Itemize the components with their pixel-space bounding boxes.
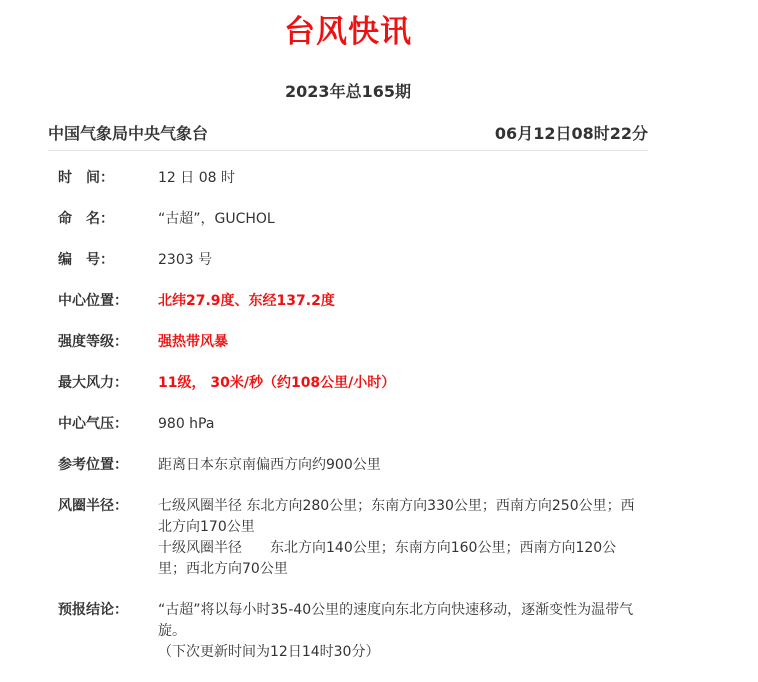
- value-time: 12 日 08 时: [158, 170, 235, 186]
- label-max-wind: 最大风力：: [58, 375, 128, 391]
- value-max-wind: 11级， 30米/秒（约108公里/小时）: [158, 375, 396, 391]
- wind-radius-10: 十级风圈半径 东北方向140公里；东南方向160公里；西南方向120公里；西北方向70公里: [158, 540, 617, 577]
- row-time: [58, 168, 658, 189]
- row-pressure: [58, 414, 658, 435]
- label-wind-radius: 风圈半径：: [58, 498, 128, 514]
- label-number: 编 号：: [58, 252, 114, 268]
- row-number: [58, 250, 658, 271]
- row-center-position: [58, 291, 658, 312]
- issue-time: 06月12日08时22分: [494, 124, 648, 143]
- value-pressure: 980 hPa: [158, 416, 215, 432]
- row-forecast: [58, 600, 658, 663]
- value-center-position: 北纬27.9度、东经137.2度: [158, 293, 335, 309]
- value-intensity: 强热带风暴: [158, 334, 228, 350]
- label-forecast: 预报结论：: [58, 602, 128, 618]
- value-reference: 距离日本东京南偏西方向约900公里: [158, 457, 381, 473]
- forecast-text: “古超”将以每小时35-40公里的速度向东北方向快速移动，逐渐变性为温带气旋。: [158, 602, 634, 639]
- value-forecast: [158, 600, 636, 663]
- wind-radius-7: 七级风圈半径 东北方向280公里；东南方向330公里；西南方向250公里；西北方向170公里: [158, 498, 635, 535]
- label-reference: 参考位置：: [58, 457, 128, 473]
- row-name: [58, 209, 658, 230]
- agency-name: 中国气象局中央气象台: [48, 124, 209, 143]
- value-number: 2303 号: [158, 252, 213, 268]
- bulletin-body: [58, 168, 658, 682]
- page-title: 台风快讯: [284, 14, 412, 50]
- row-reference: [58, 455, 658, 476]
- next-update: （下次更新时间为12日14时30分）: [158, 644, 380, 660]
- label-center-position: 中心位置：: [58, 293, 128, 309]
- label-time: 时 间：: [58, 170, 114, 186]
- row-max-wind: [58, 373, 658, 394]
- value-name: “古超”，GUCHOL: [158, 211, 275, 227]
- value-wind-radius: [158, 496, 636, 580]
- label-name: 命 名：: [58, 211, 114, 227]
- issue-number: 2023年总165期: [285, 82, 411, 101]
- header-bar: [48, 121, 648, 151]
- label-pressure: 中心气压：: [58, 416, 128, 432]
- label-intensity: 强度等级：: [58, 334, 128, 350]
- row-wind-radius: [58, 496, 658, 580]
- row-intensity: [58, 332, 658, 353]
